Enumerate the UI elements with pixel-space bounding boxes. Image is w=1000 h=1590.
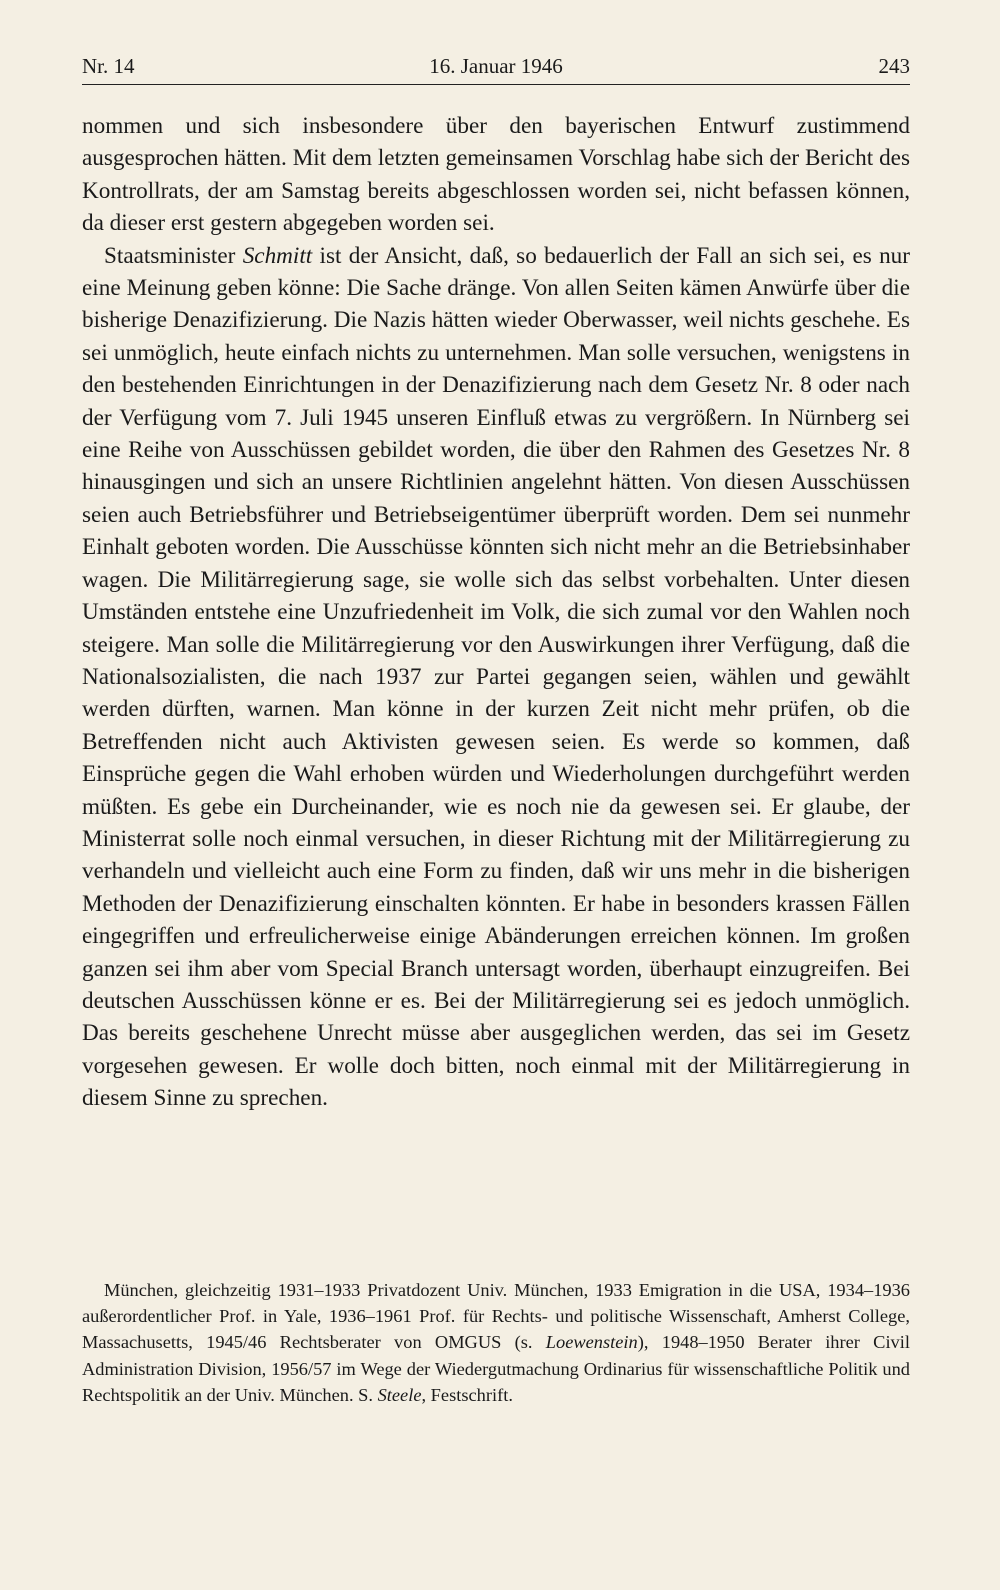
main-text	[82, 110, 910, 1115]
footnote	[82, 1277, 910, 1408]
running-header	[82, 50, 910, 85]
footnote-text-2: ), 1948–1950 Berater ihrer Civil Administration Division, 1956/57 im Wege der Wiedergutmachung Ordinarius für wissenschaftliche Politik und Rechtspolitik an der Univ. München. S.	[82, 1332, 910, 1405]
header-date: 16. Januar 1946	[429, 54, 563, 78]
person-name-schmitt: Schmitt	[242, 242, 313, 269]
page-number: 243	[878, 54, 910, 78]
paragraph-2-text: ist der Ansicht, daß, so bedauerlich der Fall an sich sei, es nur eine Meinung geben könne: Die Sache dränge. Von allen Seiten kämen Anwürfe über die bisherige Denazifizierung. Die Nazis hätten wieder Oberwasser, weil nichts geschehe. Es sei unmöglich, heute einfach nichts zu unternehmen. Man solle versuchen, wenigstens in den bestehenden Einrichtungen in der Denazifizierung nach dem Gesetz Nr. 8 oder nach der Verfügung vom 7. Juli 1945 unseren Einfluß etwas zu vergrößern. In Nürnberg sei eine Reihe von Ausschüssen gebildet worden, die über den Rahmen des Gesetzes Nr. 8 hinausgingen und sich an unsere Richtlinien angelehnt hätten. Von diesen Ausschüssen seien auch Betriebsführer und Betriebseigentümer überprüft worden. Dem sei nunmehr Einhalt geboten worden. Die Ausschüsse könnten sich nicht mehr an die Betriebsinhaber wagen. Die Militärregierung sage, sie wolle sich das selbst vorbehalten. Unter diesen Umständen entstehe eine Unzufriedenheit im Volk, die sich zumal vor den Wahlen noch steigere. Man solle die Militärregierung vor den Auswirkungen ihrer Verfügung, daß die Nationalsozialisten, die nach 1937 zur Partei gegangen seien, wählen und gewählt werden dürften, warnen. Man könne in der kurzen Zeit nicht mehr prüfen, ob die Betreffenden nicht auch Aktivisten gewesen seien. Es werde so kommen, daß Einsprüche gegen die Wahl erhoben würden und Wiederholungen durchgeführt werden müßten. Es gebe ein Durcheinander, wie es noch nie da gewesen sei. Er glaube, der Ministerrat solle noch einmal versuchen, in dieser Richtung mit der Militärregierung zu verhandeln und vielleicht auch eine Form zu finden, daß wir uns mehr in die bisherigen Methoden der Denazifizierung einschalten könnten. Er habe in besonders krassen Fällen eingegriffen und erfreulicherweise einige Abänderungen erreichen können. Im großen ganzen sei ihm aber vom Special Branch untersagt worden, überhaupt einzugreifen. Bei deutschen Ausschüssen könne er es. Bei der Militärregierung sei es jedoch unmöglich. Das bereits geschehene Unrecht müsse aber ausgeglichen werden, das sei im Gesetz vorgesehen gewesen. Er wolle doch bitten, noch einmal mit der Militärregierung in diesem Sinne zu sprechen.	[82, 242, 910, 1112]
footnote-name-loewenstein: Loewenstein	[545, 1332, 638, 1353]
footnote-text-1: München, gleichzeitig 1931–1933 Privatdozent Univ. München, 1933 Emigration in die USA, 1934–1936 außerordentlicher Prof. in Yale, 1936–1961 Prof. für Rechts- und politische Wissenschaft, Amherst College, Massachusetts, 1945/46 Rechtsberater von OMGUS (s.	[82, 1280, 910, 1353]
paragraph-1: nommen und sich insbesondere über den bayerischen Entwurf zustimmend ausgesprochen hätten. Mit dem letzten gemeinsamen Vorschlag habe sich der Bericht des Kontrollrats, der am Samstag bereits abgeschlossen worden sei, nicht befassen können, da dieser erst gestern abgegeben worden sei.	[82, 113, 910, 237]
paragraph-2-prefix: Staatsminister	[104, 242, 243, 269]
paragraph-2	[82, 240, 910, 1115]
footnote-text-3: , Festschrift.	[421, 1384, 513, 1405]
issue-number: Nr. 14	[82, 54, 135, 78]
footnote-name-steele: Steele	[377, 1384, 422, 1405]
